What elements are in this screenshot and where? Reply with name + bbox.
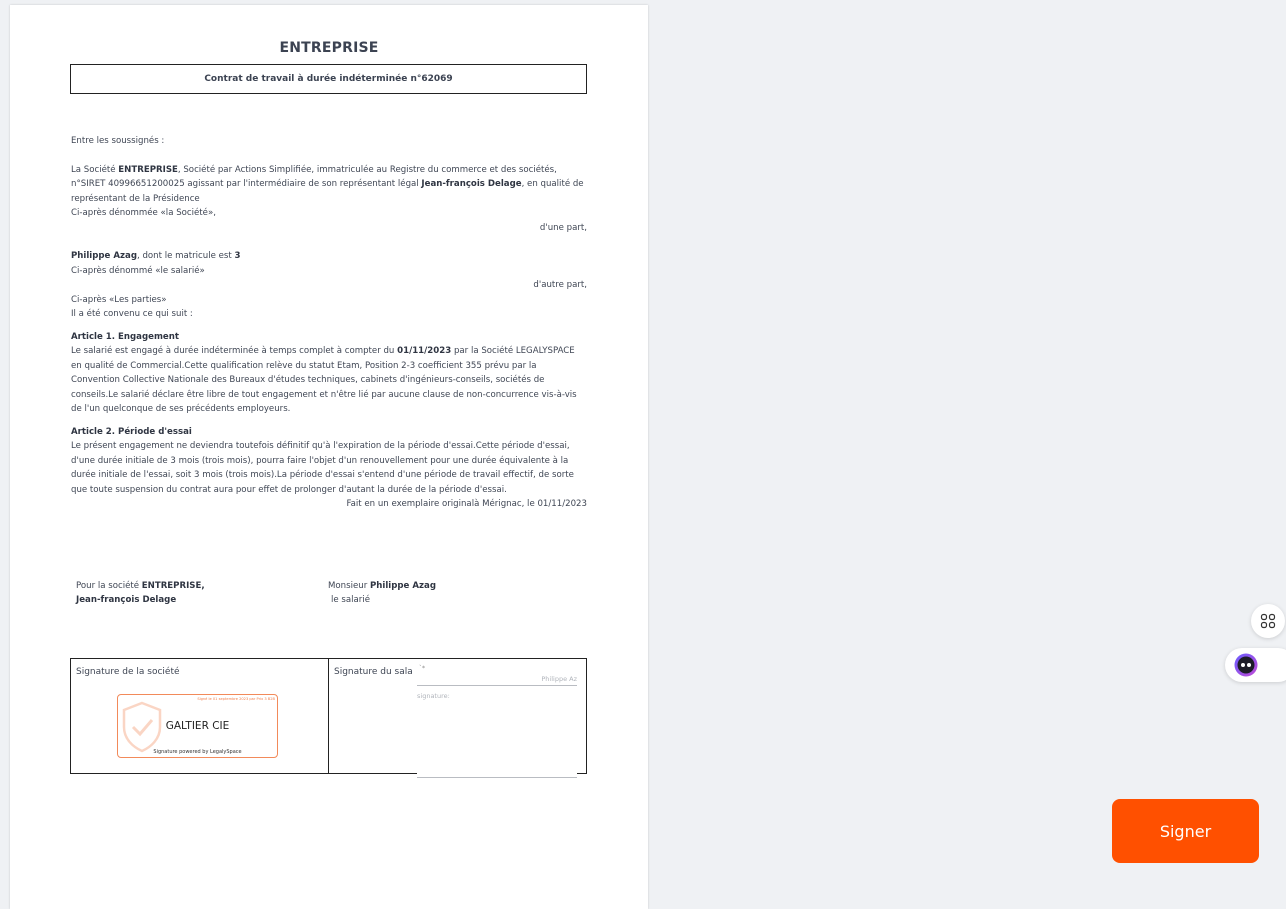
company-signature-label: Signature de la société bbox=[76, 667, 180, 677]
stamp-header: Signé le 01 septembre 2023 par Prix 3 B2B bbox=[197, 697, 275, 701]
employee-signature-name: Philippe Az bbox=[541, 675, 577, 683]
contract-title: Contrat de travail à durée indéterminée n°62069 bbox=[204, 74, 453, 84]
signature-table bbox=[70, 658, 587, 774]
employee-designation: Ci-après dénommé «le salarié» bbox=[71, 265, 205, 276]
second-party: d'autre part, bbox=[533, 280, 587, 290]
stamp-footer: Signature powered by LegalySpace bbox=[153, 749, 242, 755]
signature-field-label: signature: bbox=[417, 692, 450, 700]
employee-paragraph: Philippe Azag, dont le matricule est 3 bbox=[71, 251, 241, 261]
employee-signatory: Monsieur Philippe Azag le salarié bbox=[328, 581, 436, 605]
signature-top-line bbox=[417, 685, 577, 686]
signature-bottom-line bbox=[417, 777, 577, 778]
chat-bot-icon bbox=[1233, 652, 1259, 678]
stamp-company-name: GALTIER CIE bbox=[165, 720, 230, 732]
made-at-text: Fait en un exemplaire originalà Mérignac, le 01/11/2023 bbox=[346, 499, 587, 509]
employee-signature-label: Signature du sala bbox=[334, 667, 413, 677]
company-signature-stamp bbox=[117, 694, 278, 758]
company-title: ENTREPRISE bbox=[279, 40, 379, 56]
company-paragraph: La Société ENTREPRISE, Société par Actions Simplifiée, immatriculée au Registre du commerce et des sociétés, n°SIRET 40996651200025 agissant par l'intermédiaire de son représentant légal Jean-françois Delage, en qualité de représentant de la Présidence bbox=[71, 164, 584, 204]
employee-signature-pad[interactable] bbox=[417, 665, 577, 778]
apps-grid-icon bbox=[1260, 613, 1276, 629]
intro-text: Entre les soussignés : bbox=[71, 136, 165, 146]
employee-signature-cell[interactable] bbox=[329, 659, 586, 773]
company-signatory: Pour la société ENTREPRISE, Jean-françois Delage bbox=[76, 581, 205, 605]
article2-text: Le présent engagement ne deviendra toutefois définitif qu'à l'expiration de la période d'essai.Cette période d'essai, d'une durée initiale de 3 mois (trois mois), pourra faire l'objet d'un renouvellement pour une durée équivalente à la durée initiale de l'essai, soit 3 mois (trois mois).La période d'essai s'entend d'une période de travail effectif, de sorte que toute suspension du contrat aura pour effet de prolonger d'autant la durée de la période d'essai. bbox=[71, 441, 574, 495]
article1-text: Le salarié est engagé à durée indéterminée à temps complet à compter du 01/11/2023 par la Société LEGALYSPACE en qualité de Commercial.Cette qualification relève du statut Etam, Position 2-3 coefficient 355 prévu par la Convention Collective Nationale des Bureaux d'études techniques, cabinets d'ingénieurs-conseils, sociétés de conseils.Le salarié déclare être libre de tout engagement et n'être lié par aucune clause de non-concurrence vis-à-vis de l'un quelconque de ses précédents employeurs. bbox=[71, 346, 577, 414]
contract-title-box bbox=[70, 64, 587, 94]
article1-title: Article 1. Engagement bbox=[71, 331, 179, 342]
parties-text: Ci-après «Les parties» bbox=[71, 294, 167, 305]
employee-label-tail: `* bbox=[419, 665, 425, 672]
agreed-text: Il a été convenu ce qui suit : bbox=[71, 309, 193, 319]
apps-button[interactable] bbox=[1251, 604, 1285, 638]
chat-assistant-button[interactable] bbox=[1225, 648, 1286, 682]
first-party: d'une part, bbox=[539, 222, 587, 233]
article2-title: Article 2. Période d'essai bbox=[71, 426, 192, 437]
document-page bbox=[10, 5, 648, 909]
sign-button[interactable]: Signer bbox=[1112, 799, 1259, 863]
company-signature-cell bbox=[71, 659, 329, 773]
contract-body bbox=[71, 134, 587, 512]
company-designation: Ci-après dénommée «la Société», bbox=[71, 208, 216, 218]
